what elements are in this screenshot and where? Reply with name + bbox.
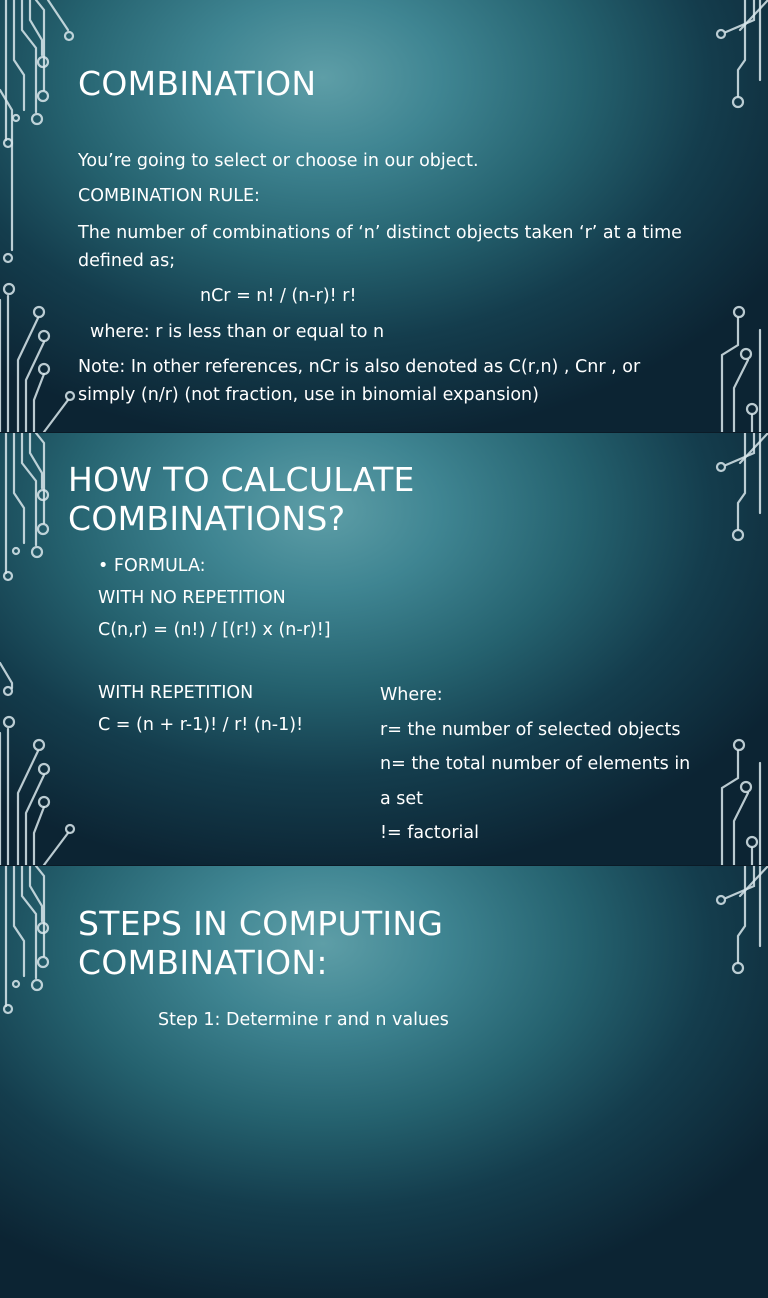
n-definition: n= the total number of elements in	[380, 754, 691, 774]
condition-text: where: r is less than or equal to n	[90, 322, 385, 342]
formula-text: nCr = n! / (n-r)! r!	[200, 286, 357, 306]
no-repetition-formula: C(n,r) = (n!) / [(r!) x (n-r)!]	[98, 620, 331, 640]
slide-title: STEPS IN COMPUTING COMBINATION:	[78, 904, 444, 982]
n-definition-cont: a set	[380, 789, 424, 809]
slide-combination	[0, 0, 768, 432]
rule-heading: COMBINATION RULE:	[78, 186, 260, 206]
rule-text: The number of combinations of ‘n’ distinct objects taken ‘r’ at a time defined as;	[78, 223, 682, 271]
step-1: Step 1: Determine r and n values	[158, 1010, 449, 1030]
r-definition: r= the number of selected objects	[380, 720, 681, 740]
factorial-definition: != factorial	[380, 823, 479, 843]
slide-title: HOW TO CALCULATE COMBINATIONS?	[68, 460, 415, 538]
slide-steps	[0, 866, 768, 1298]
formula-bullet: • FORMULA:	[98, 556, 206, 576]
repetition-heading: WITH REPETITION	[98, 683, 254, 703]
definition-text: You’re going to select or choose in our object.	[78, 151, 479, 171]
note-text: Note: In other references, nCr is also denoted as C(r,n) , Cnr , or simply (n/r) (not fraction, use in binomial expansion)	[78, 357, 641, 405]
repetition-formula: C = (n + r-1)! / r! (n-1)!	[98, 715, 304, 735]
where-heading: Where:	[380, 685, 443, 705]
no-repetition-heading: WITH NO REPETITION	[98, 588, 286, 608]
slide-title: COMBINATION	[78, 64, 317, 103]
slide-how-to-calculate	[0, 433, 768, 865]
